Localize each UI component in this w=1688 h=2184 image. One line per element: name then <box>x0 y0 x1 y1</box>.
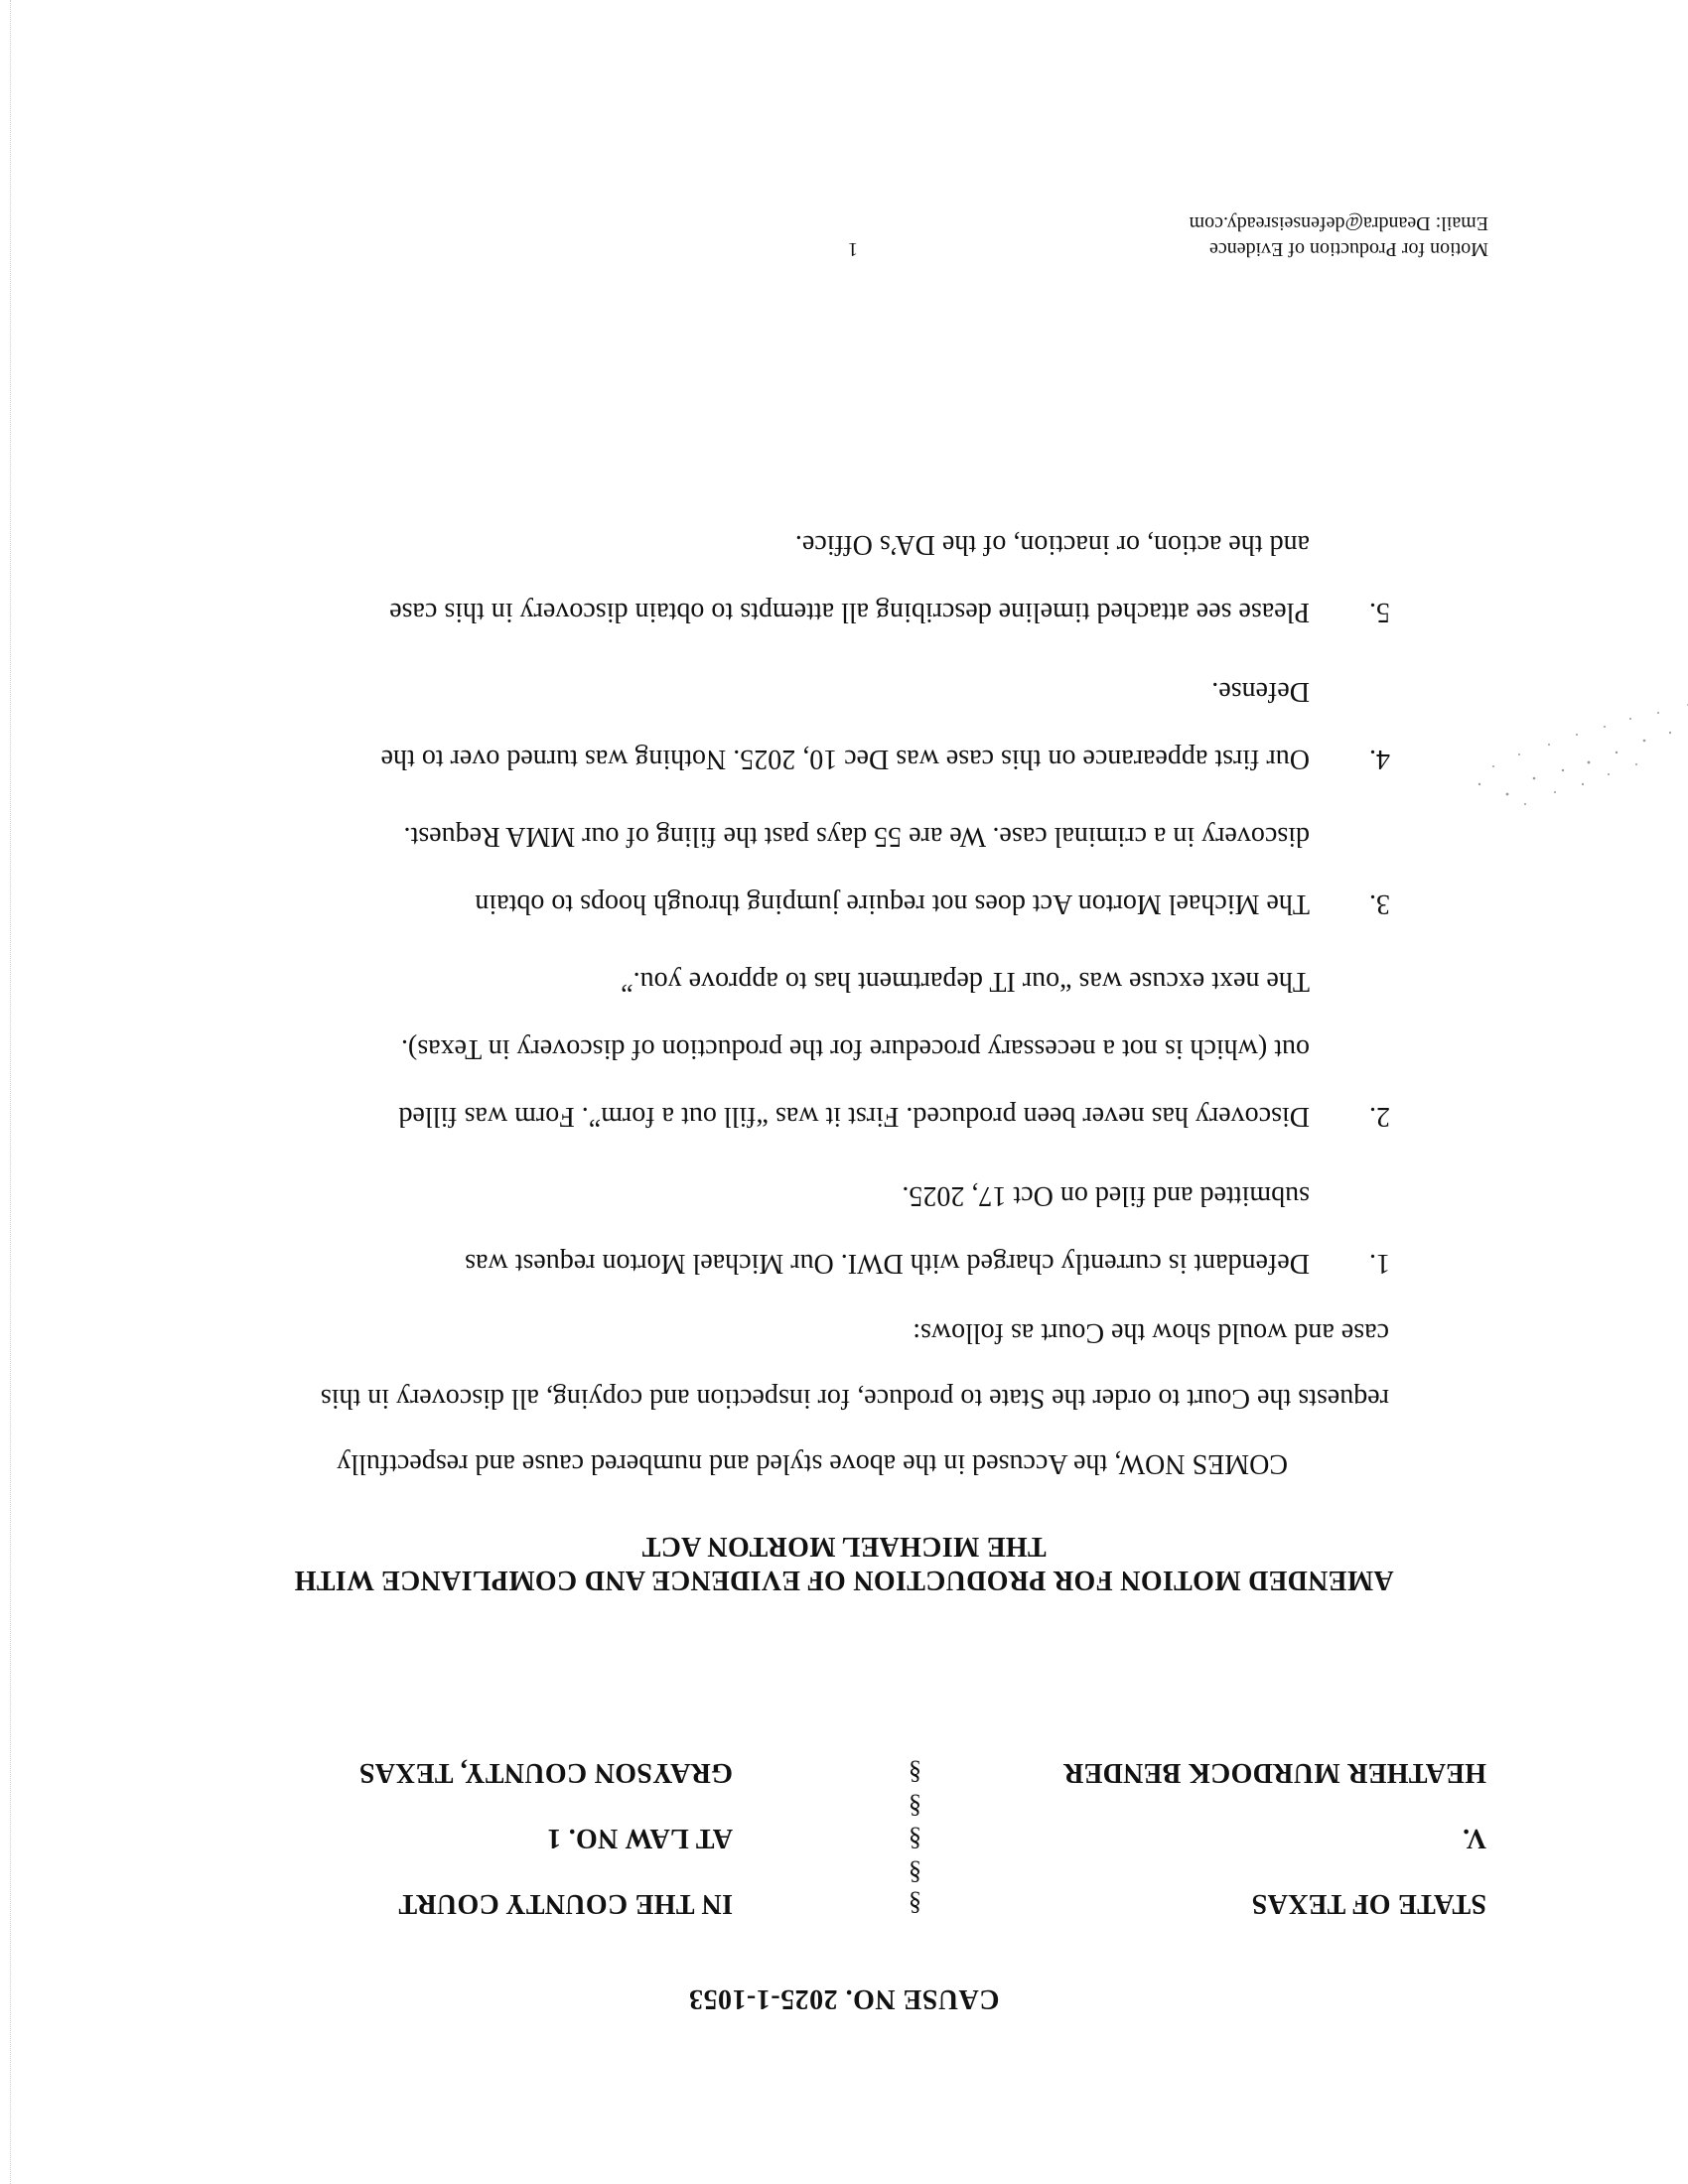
item-number: 5. <box>1369 597 1390 627</box>
scan-edge-line <box>10 0 11 2184</box>
section-mark: § <box>909 1792 921 1821</box>
item-line: Our first appearance on this case was Dec 10, 2025. Nothing was turned over to the <box>380 744 1310 774</box>
caption-court-number: AT LAW NO. 1 <box>546 1823 733 1853</box>
caption-party-state: STATE OF TEXAS <box>1251 1888 1486 1919</box>
item-line: submitted and filed on Oct 17, 2025. <box>902 1180 1310 1211</box>
footer-email: Email: Deandra@defenseisready.com <box>1189 212 1488 234</box>
scan-speckles <box>1460 675 1688 824</box>
caption-court: IN THE COUNTY COURT <box>398 1888 733 1919</box>
caption-party-defendant: HEATHER MURDOCK BENDER <box>1062 1757 1486 1788</box>
caption-versus: V. <box>1462 1823 1486 1853</box>
motion-title-line: THE MICHAEL MORTON ACT <box>641 1531 1047 1562</box>
item-line: and the action, or inaction, of the DA’s Office. <box>794 529 1310 560</box>
motion-title-line: AMENDED MOTION FOR PRODUCTION OF EVIDENCE AND COMPLIANCE WITH <box>294 1565 1394 1595</box>
item-line: Discovery has never been produced. First it was “fill out a form”. Form was filled <box>398 1101 1310 1132</box>
caption-county: GRAYSON COUNTY, TEXAS <box>358 1757 733 1788</box>
item-number: 3. <box>1369 888 1390 919</box>
item-line: The Michael Morton Act does not require jumping through hoops to obtain <box>475 888 1310 919</box>
item-line: The next excuse was “our IT department has to approve you.” <box>621 966 1310 997</box>
item-line: Please see attached timeline describing all attempts to obtain discovery in this case <box>389 597 1310 627</box>
item-line: discovery in a criminal case. We are 55 days past the filing of our MMA Request. <box>403 821 1310 852</box>
section-mark: § <box>909 1858 921 1887</box>
footer-document-title: Motion for Production of Evidence <box>1208 238 1488 260</box>
item-number: 4. <box>1369 744 1390 774</box>
intro-line: requests the Court to order the State to produce, for inspection and copying, all discovery in this <box>320 1383 1389 1414</box>
section-mark: § <box>909 1825 921 1853</box>
item-line: out (which is not a necessary procedure for the production of discovery in Texas). <box>400 1033 1310 1064</box>
footer-page-number: 1 <box>848 238 858 260</box>
section-mark: § <box>909 1889 921 1918</box>
intro-line: COMES NOW, the Accused in the above styled and numbered cause and respectfully <box>337 1448 1288 1479</box>
item-line: Defendant is currently charged with DWI. Our Michael Morton request was <box>465 1248 1310 1279</box>
intro-line: case and would show the Court as follows: <box>913 1317 1389 1348</box>
section-mark: § <box>909 1758 921 1787</box>
item-number: 1. <box>1369 1248 1390 1279</box>
item-number: 2. <box>1369 1101 1390 1132</box>
item-line: Defense. <box>1211 676 1310 707</box>
cause-number: CAUSE NO. 2025-1-1053 <box>688 1983 1000 2014</box>
